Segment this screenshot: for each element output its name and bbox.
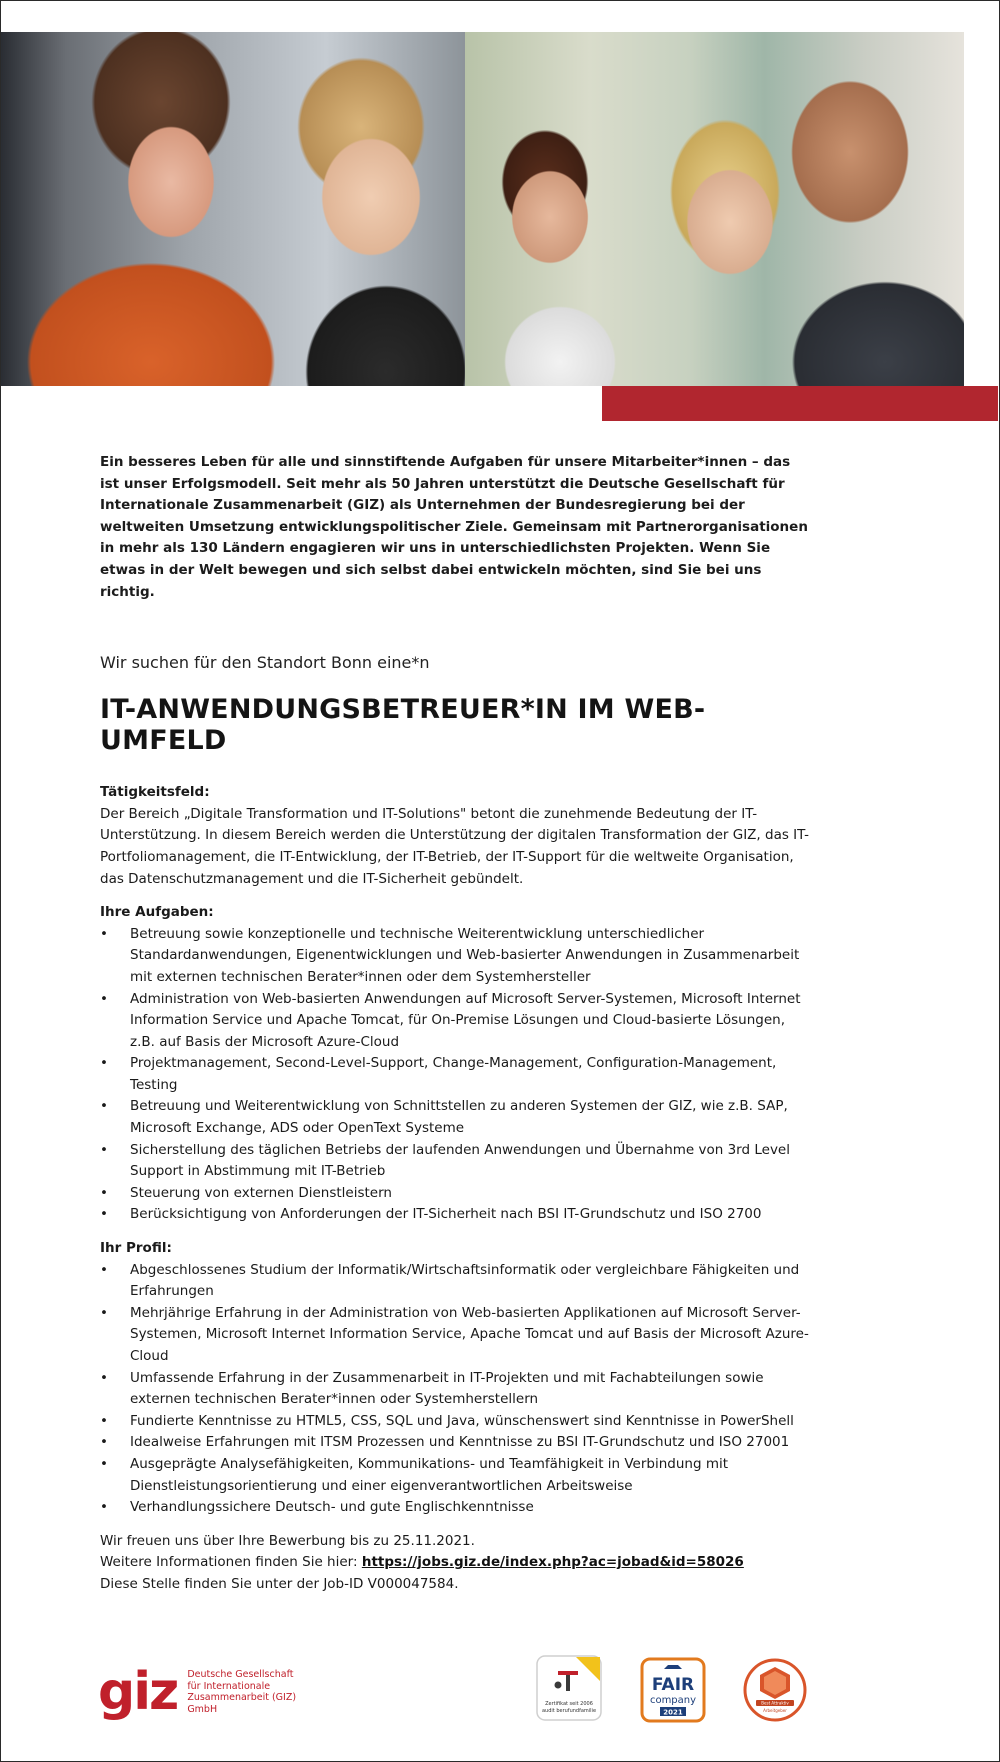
taetigkeitsfeld-heading: Tätigkeitsfeld: [100, 784, 210, 801]
application-deadline: Wir freuen uns über Ihre Bewerbung bis zu 25.11.2021. [100, 1532, 475, 1549]
list-item: • Steuerung von externen Dienstleistern [100, 1183, 810, 1205]
accent-bar [602, 386, 998, 421]
list-item: • Abgeschlossenes Studium der Informatik/Wirtschaftsinformatik oder vergleichbare Fähigkeiten und Erfahrungen [100, 1260, 810, 1303]
closing-block [100, 1531, 810, 1596]
job-id-line: Diese Stelle finden Sie unter der Job-ID V000047584. [100, 1575, 459, 1592]
list-item: • Idealweise Erfahrungen mit ITSM Prozessen und Kenntnisse zu BSI IT-Grundschutz und ISO 27001 [100, 1432, 810, 1454]
giz-logo [98, 1662, 322, 1722]
aufgaben-heading: Ihre Aufgaben: [100, 904, 214, 921]
giz-logo-text [187, 1669, 322, 1715]
list-item: • Projektmanagement, Second-Level-Support, Change-Management, Configuration-Management, Testing [100, 1053, 810, 1096]
profil-list [100, 1260, 810, 1519]
fair-company-badge-icon [640, 1657, 706, 1723]
aufgaben-list [100, 924, 810, 1226]
list-item: • Berücksichtigung von Anforderungen der IT-Sicherheit nach BSI IT-Grundschutz und ISO 2700 [100, 1204, 810, 1226]
hero-photo-left [1, 32, 465, 386]
job-ad-content [100, 452, 810, 1596]
list-item: • Umfassende Erfahrung in der Zusammenarbeit in IT-Projekten und mit Fachabteilungen sowie externen technischen Berater*innen oder Systemherstellern [100, 1368, 810, 1411]
profil-heading: Ihr Profil: [100, 1240, 172, 1257]
footer [0, 1655, 1000, 1725]
list-item: • Ausgeprägte Analysefähigkeiten, Kommunikations- und Teamfähigkeit in Verbindung mit Dienstleistungsorientierung und einer eigenverantwortlichen Arbeitsweise [100, 1454, 810, 1497]
list-item: • Fundierte Kenntnisse zu HTML5, CSS, SQL und Java, wünschenswert sind Kenntnisse in PowerShell [100, 1411, 810, 1433]
list-item: • Administration von Web-basierten Anwendungen auf Microsoft Server-Systemen, Microsoft Internet Information Service und Apache Tomcat, für On-Premise Lösungen und Cloud-basierte Lösungen, z.B. auf Basis der Microsoft Azure-Cloud [100, 989, 810, 1054]
giz-logo-line: Zusammenarbeit (GIZ) GmbH [187, 1692, 297, 1715]
cert-badge-line: Zertifikat seit 2006 [545, 1701, 593, 1707]
list-item: • Verhandlungssichere Deutsch- und gute Englischkenntnisse [100, 1497, 810, 1519]
taetigkeitsfeld-text: Der Bereich „Digitale Transformation und IT-Solutions" betont die zunehmende Bedeutung der IT-Unterstützung. In diesem Bereich werden die Unterstützung der digitalen Transformation der GIZ, das IT-Portfoliomanagement, die IT-Entwicklung, der IT-Betrieb, der IT-Support für die weltweite Organisation, das Datenschutzmanagement und die IT-Sicherheit gebündelt. [100, 805, 810, 887]
more-info-line [100, 1552, 810, 1574]
job-title: IT-ANWENDUNGSBETREUER*IN IM WEB-UMFELD [100, 694, 706, 757]
giz-logo-mark: giz [98, 1662, 178, 1722]
best-badge-sub: Arbeitgeber [763, 1708, 787, 1713]
more-info-prefix: Weitere Informationen finden Sie hier: [100, 1554, 362, 1571]
best-employer-badge-icon [742, 1657, 808, 1723]
best-badge-text: Best Attraktiv [761, 1700, 789, 1706]
audit-certificate-badge-icon [536, 1655, 602, 1721]
giz-logo-line: für Internationale [187, 1680, 271, 1692]
job-link[interactable]: https://jobs.giz.de/index.php?ac=jobad&id=58026 [361, 1554, 744, 1571]
fair-badge-word: FAIR [651, 1675, 695, 1695]
location-lead: Wir suchen für den Standort Bonn eine*n [100, 653, 430, 673]
fair-badge-year: 2021 [663, 1708, 683, 1717]
list-item: • Mehrjährige Erfahrung in der Administration von Web-basierten Applikationen auf Microsoft Server-Systemen, Microsoft Internet Information Service, Apache Tomcat und auf Basis der Microsoft Azure-Cloud [100, 1303, 810, 1368]
fair-badge-word: company [649, 1695, 697, 1706]
hero-banner [1, 32, 964, 386]
list-item: • Sicherstellung des täglichen Betriebs der laufenden Anwendungen und Übernahme von 3rd Level Support in Abstimmung mit IT-Betrieb [100, 1140, 810, 1183]
list-item: • Betreuung und Weiterentwicklung von Schnittstellen zu anderen Systemen der GIZ, wie z.B. SAP, Microsoft Exchange, ADS oder OpenText Systeme [100, 1096, 810, 1139]
intro-paragraph: Ein besseres Leben für alle und sinnstiftende Aufgaben für unsere Mitarbeiter*innen – das ist unser Erfolgsmodell. Seit mehr als 50 Jahren unterstützt die Deutsche Gesellschaft für Internationale Zusammenarbeit (GIZ) als Unternehmen der Bundesregierung bei der weltweiten Umsetzung entwicklungspolitischer Ziele. Gemeinsam mit Partnerorganisationen in mehr als 130 Ländern engagieren wir uns in unterschiedlichsten Projekten. Wenn Sie etwas in der Welt bewegen und sich selbst dabei entwickeln möchten, sind Sie bei uns richtig. [100, 454, 808, 600]
giz-logo-line: Deutsche Gesellschaft [187, 1669, 294, 1680]
list-item: • Betreuung sowie konzeptionelle und technische Weiterentwicklung unterschiedlicher Standardanwendungen, Eigenentwicklungen und Web-basierter Anwendungen in Zusammenarbeit mit externen technischen Berater*innen oder dem Systemhersteller [100, 924, 810, 989]
hero-photo-right [465, 32, 964, 386]
cert-badge-line: audit berufundfamilie [541, 1708, 597, 1714]
